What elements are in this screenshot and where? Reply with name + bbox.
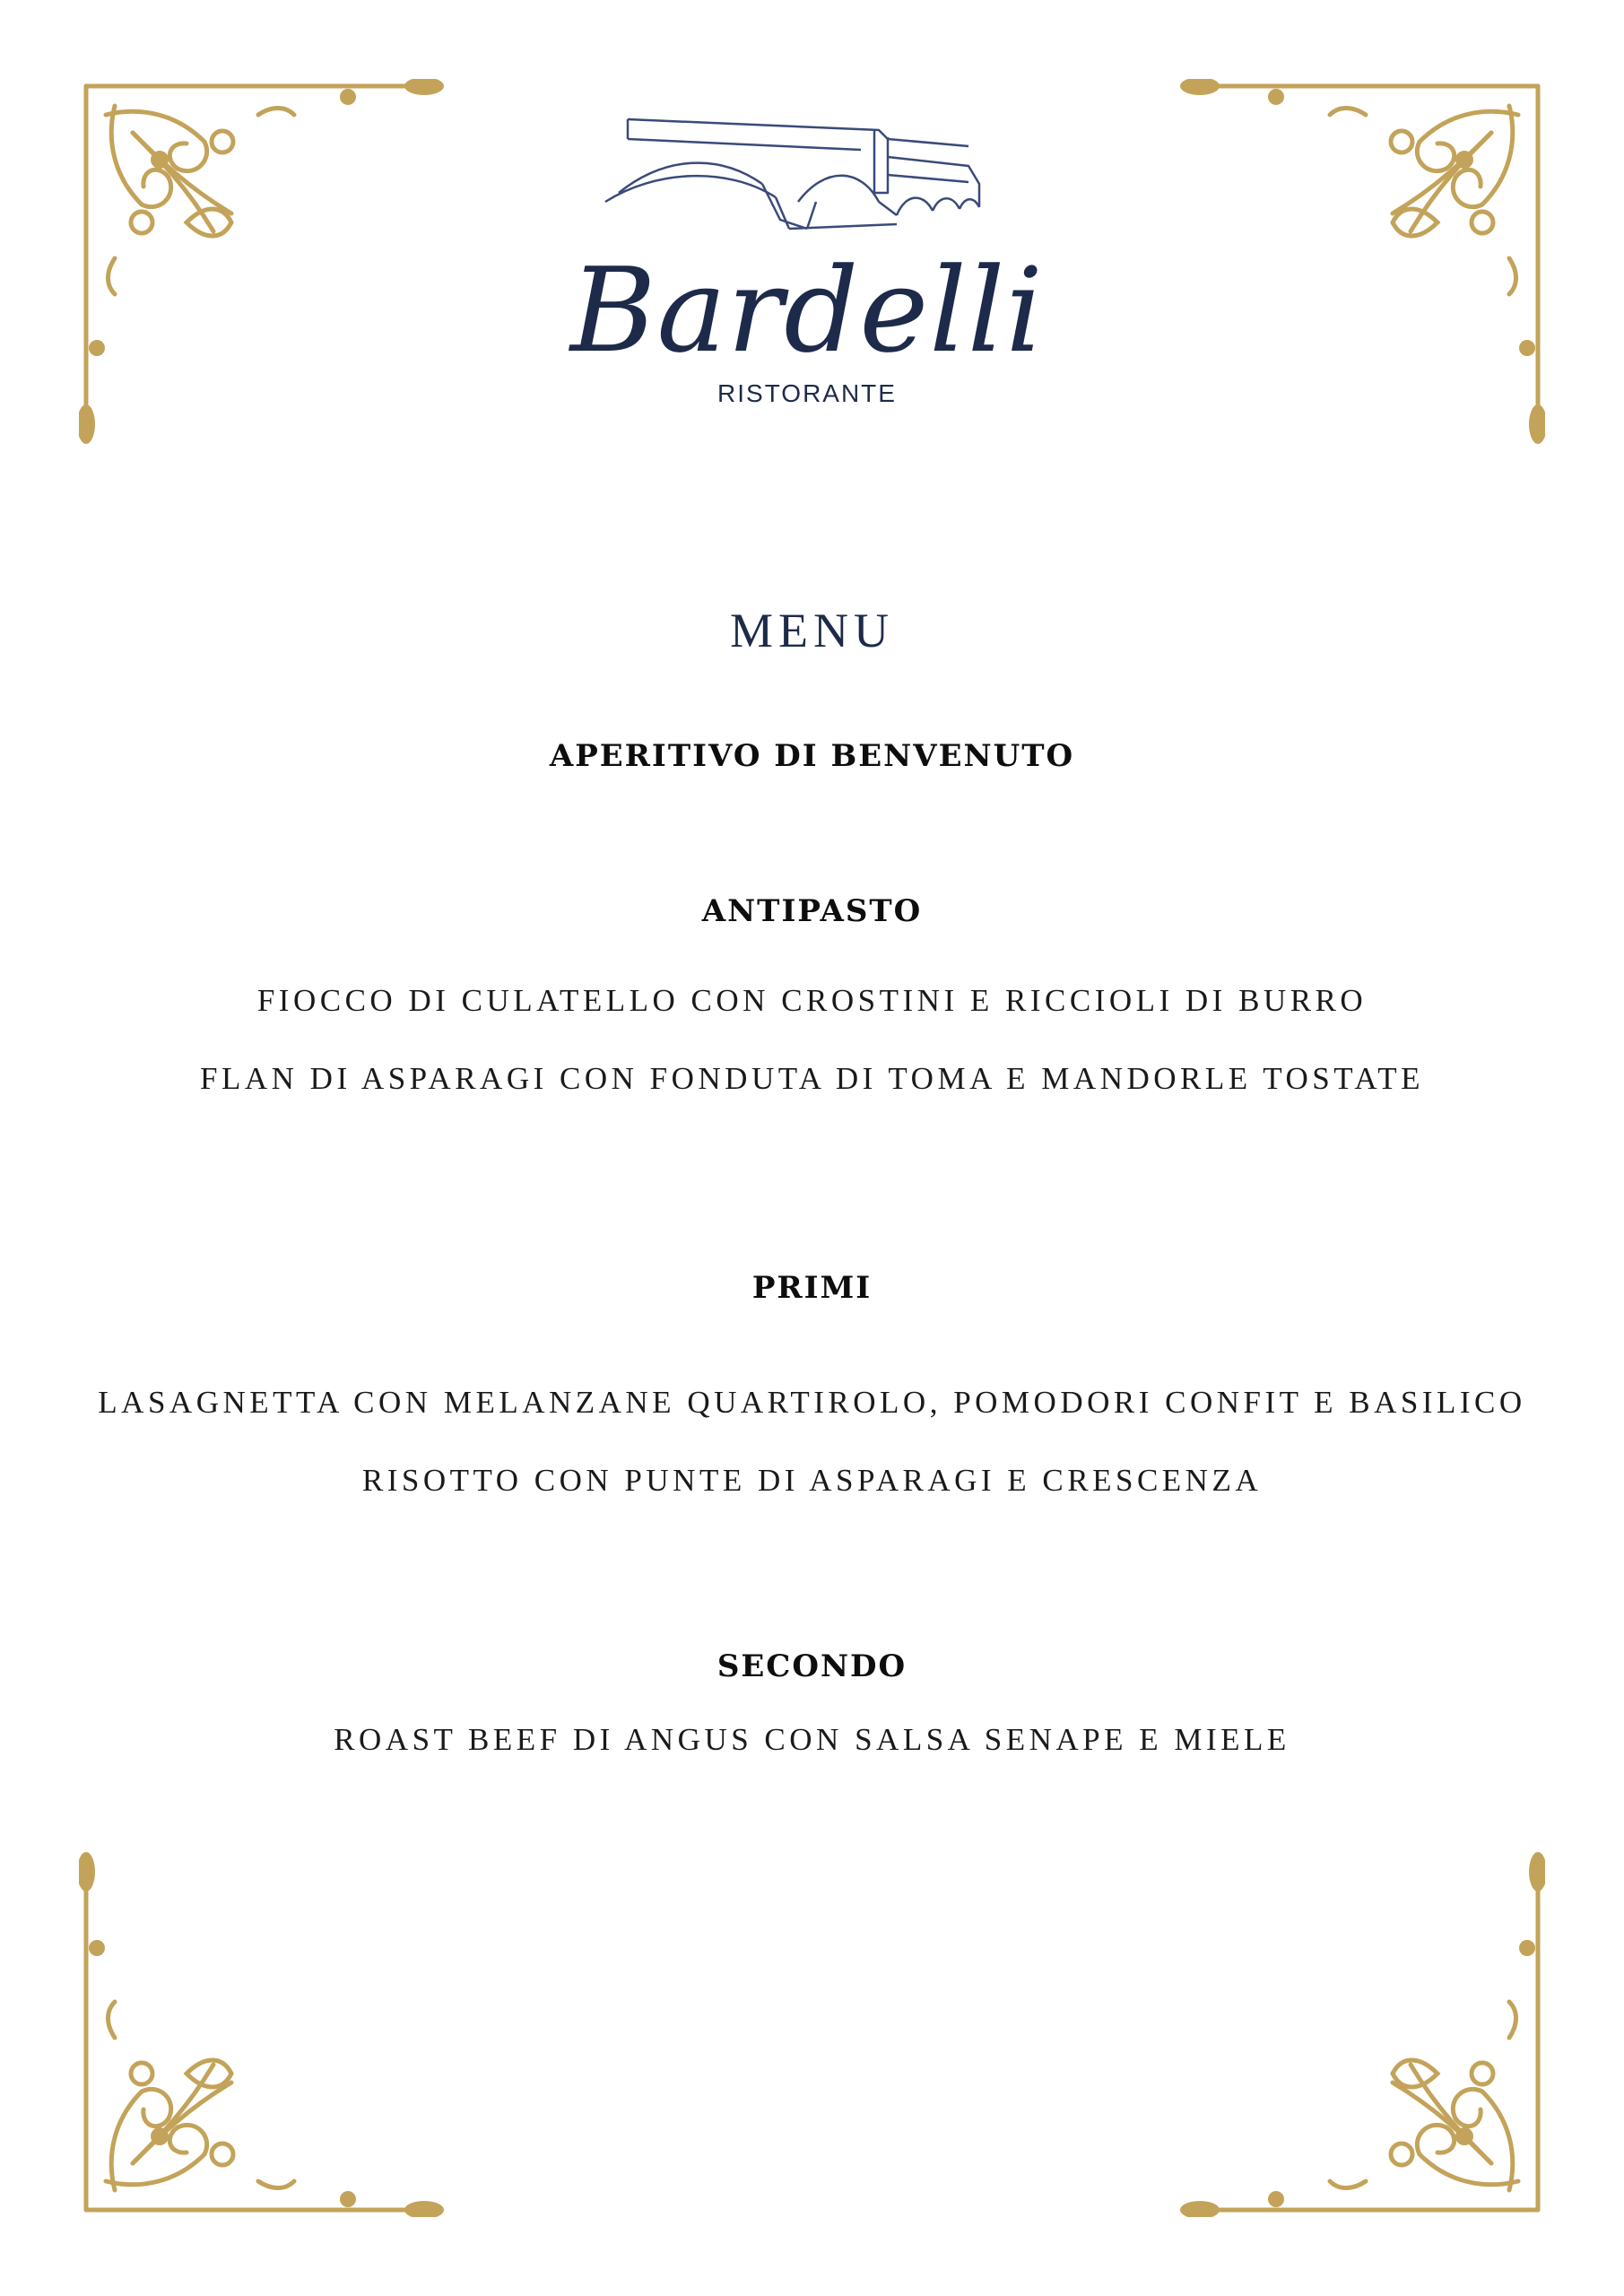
ornament-bottom-right-icon <box>1168 1840 1545 2217</box>
ornament-top-right-icon <box>1168 79 1545 456</box>
menu-title: MENU <box>730 604 894 657</box>
primi-item-2: RISOTTO CON PUNTE DI ASPARAGI E CRESCENZA <box>361 1463 1263 1498</box>
restaurant-logo <box>520 103 1094 417</box>
antipasto-item-2: FLAN DI ASPARAGI CON FONDUTA DI TOMA E MANDORLE TOSTATE <box>200 1061 1424 1096</box>
welcome-heading: APERITIVO DI BENVENUTO <box>549 738 1075 774</box>
antipasto-item-1: FIOCCO DI CULATELLO CON CROSTINI E RICCIOLI DI BURRO <box>256 983 1368 1018</box>
bridge-icon <box>520 103 1094 247</box>
ornament-bottom-left-icon <box>79 1840 456 2217</box>
secondo-item-1: ROAST BEEF DI ANGUS CON SALSA SENAPE E MIELE <box>334 1722 1290 1757</box>
primi-item-1: LASAGNETTA CON MELANZANE QUARTIROLO, POMODORI CONFIT E BASILICO <box>98 1385 1526 1420</box>
primi-heading: PRIMI <box>751 1270 873 1306</box>
logo-subtitle: RISTORANTE <box>717 379 897 407</box>
logo-wordmark: Bardelli <box>569 242 1045 378</box>
secondo-heading: SECONDO <box>716 1648 908 1684</box>
ornament-top-left-icon <box>79 79 456 456</box>
antipasto-heading: ANTIPASTO <box>701 893 923 929</box>
